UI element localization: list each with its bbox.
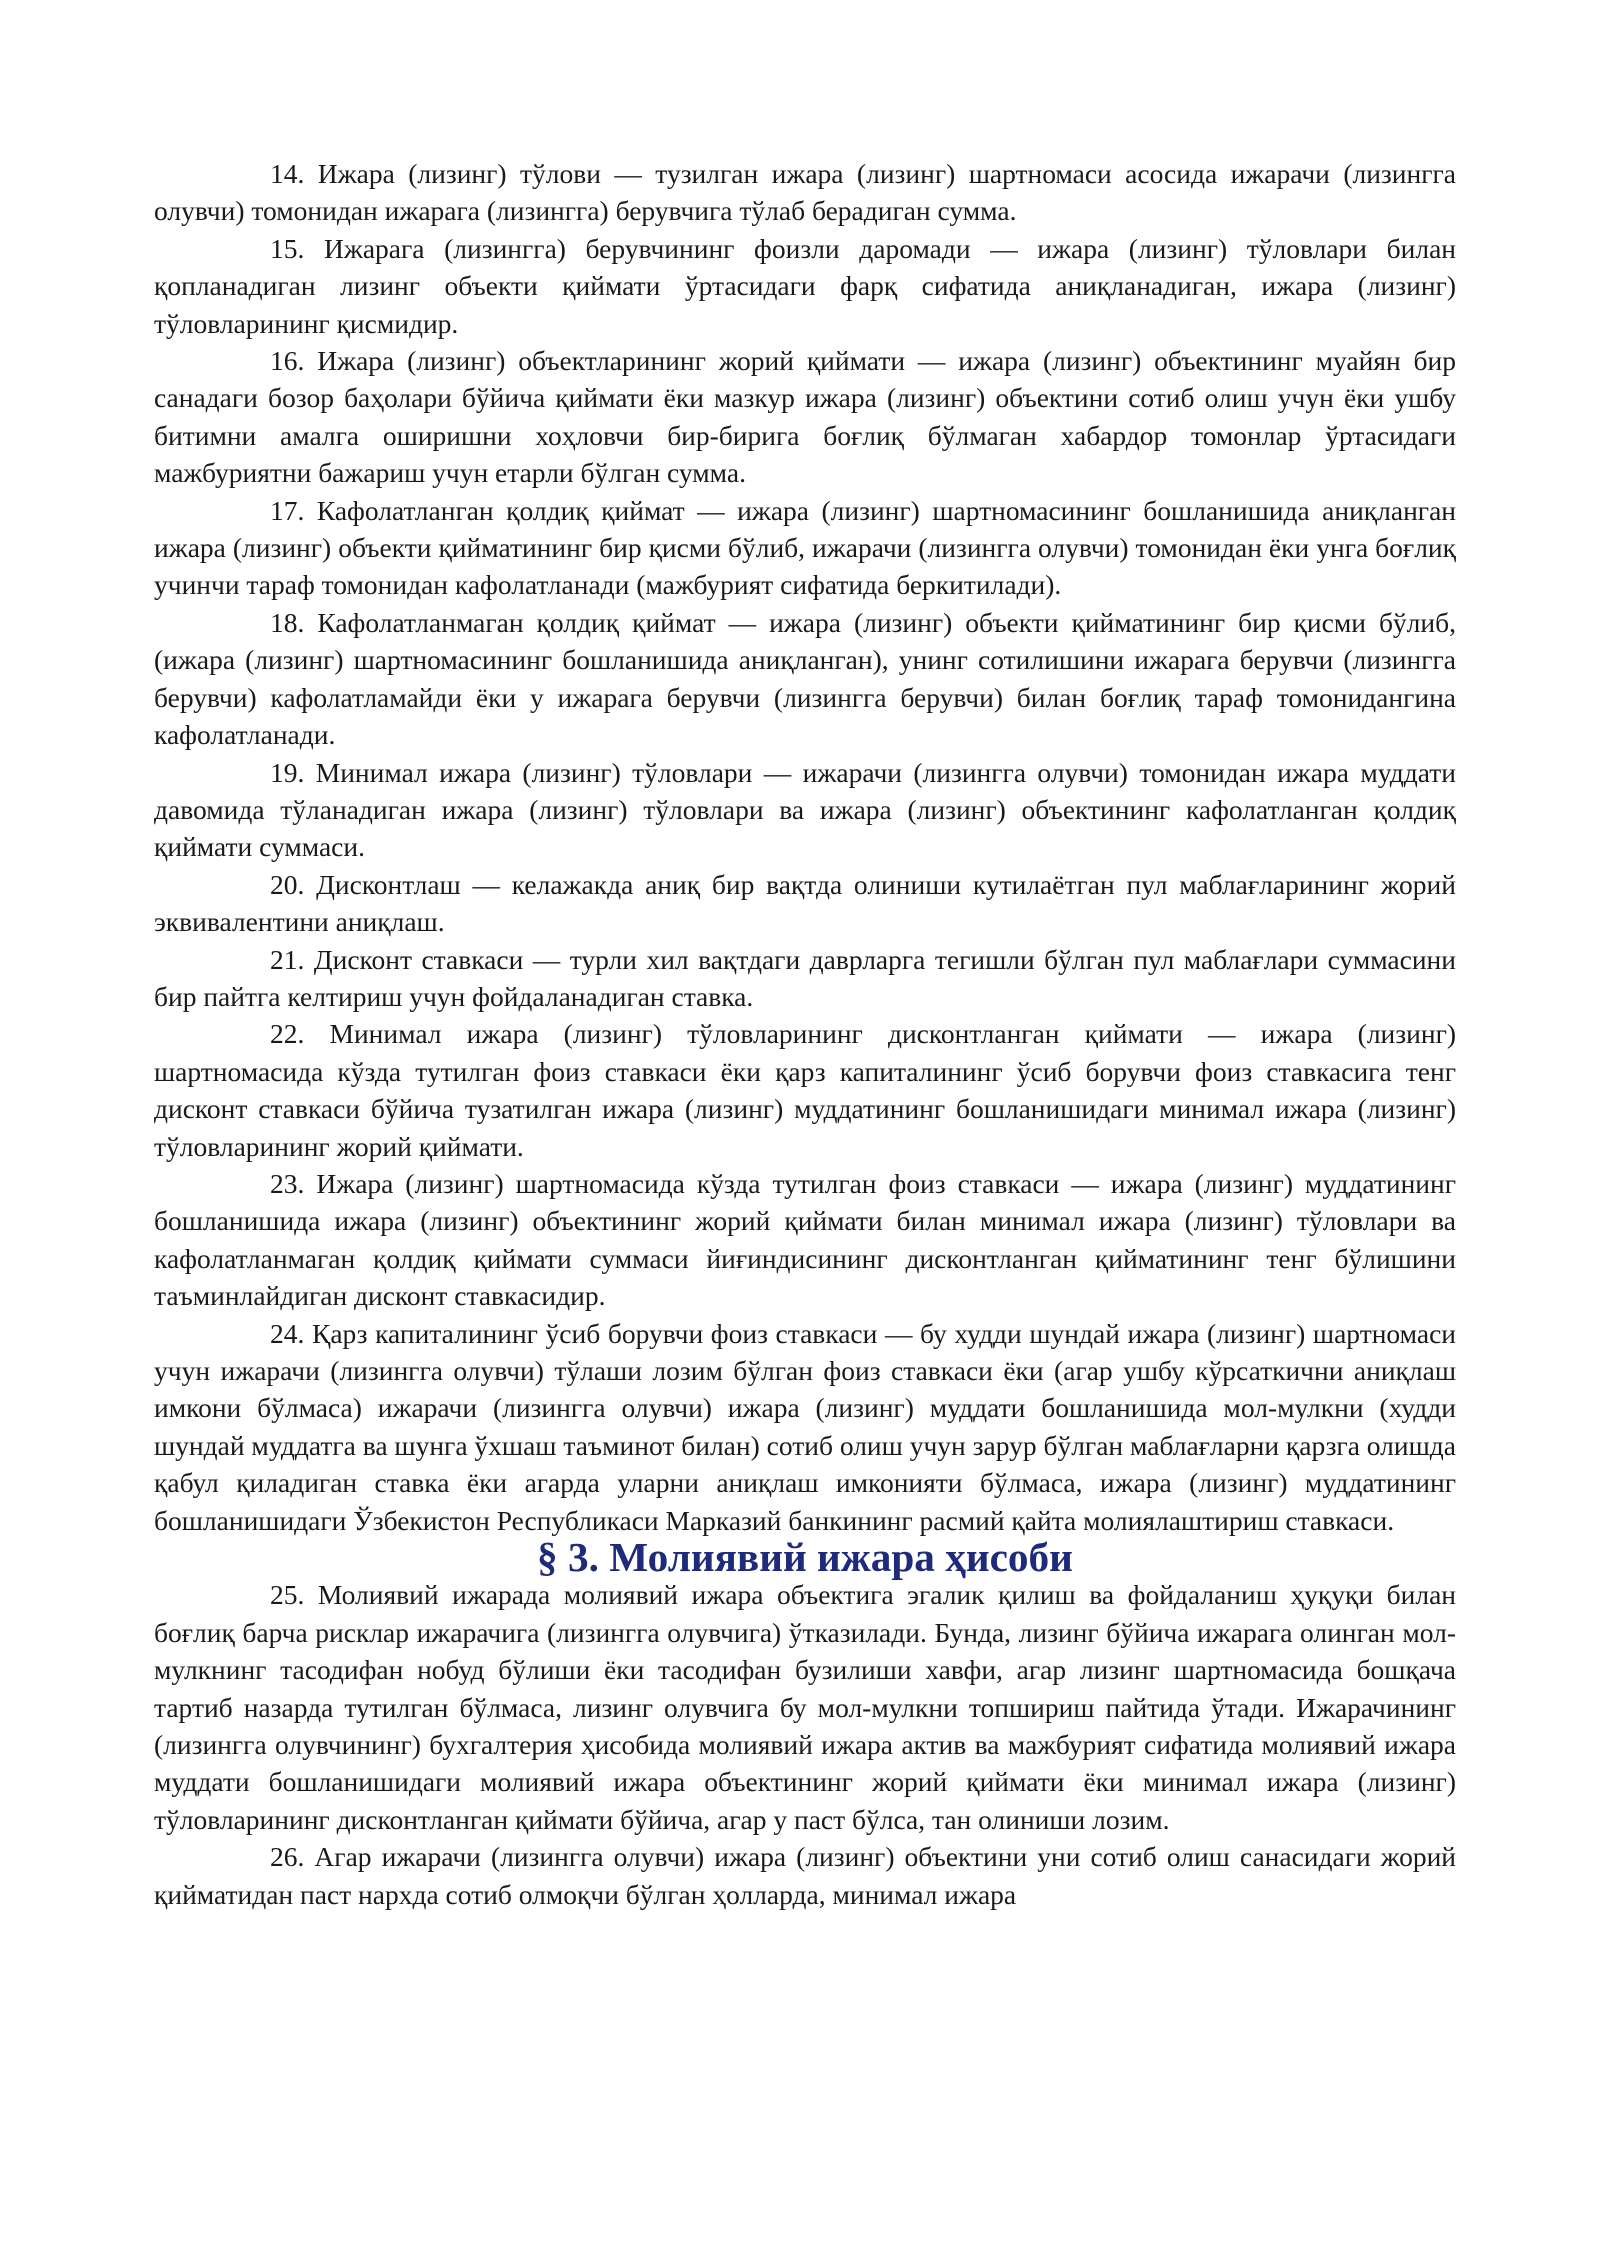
paragraph-24: 24. Қарз капиталининг ўсиб борувчи фоиз ставкаси — бу худди шундай ижара (лизинг) шартномаси учун ижарачи (лизингга олувчи) тўлаши лозим бўлган фоиз ставкаси ёки (агар ушбу кўрсаткични аниқлаш имкони бўлмаса) ижарачи (лизингга олувчи) ижара (лизинг) муддати бошланишида мол-мулкни (худди шундай муддатга ва шунга ўхшаш таъминот билан) сотиб олиш учун зарур бўлган маблағларни қарзга олишда қабул қиладиган ставка ёки агарда уларни аниқлаш имконияти бўлмаса, ижара (лизинг) муддатининг бошланишидаги Ўзбекистон Республикаси Марказий банкининг расмий қайта молиялаштириш ставкаси. <box>154 1317 1456 1536</box>
document-page <box>154 155 1456 1913</box>
paragraph-18: 18. Кафолатланмаган қолдиқ қиймат — ижара (лизинг) объекти қийматининг бир қисми бўлиб, (ижара (лизинг) шартномасининг бошланишида аниқланган), унинг сотилишини ижарага берувчи (лизингга берувчи) кафолатламайди ёки у ижарага берувчи (лизингга берувчи) билан боғлиқ тараф томонидангина кафолатланади. <box>154 606 1456 751</box>
paragraph-22: 22. Минимал ижара (лизинг) тўловларининг дисконтланган қиймати — ижара (лизинг) шартномасида кўзда тутилган фоиз ставкаси ёки қарз капиталининг ўсиб борувчи фоиз ставкасига тенг дисконт ставкаси бўйича тузатилган ижара (лизинг) муддатининг бошланишидаги минимал ижара (лизинг) тўловларининг жорий қиймати. <box>154 1018 1456 1162</box>
paragraph-25: 25. Молиявий ижарада молиявий ижара объектига эгалик қилиш ва фойдаланиш ҳуқуқи билан боғлиқ барча рисклар ижарачига (лизингга олувчига) ўтказилади. Бунда, лизинг бўйича ижарага олинган мол-мулкнинг тасодифан нобуд бўлиши ёки тасодифан бузилиши хавфи, агар лизинг шартномасида бошқача тартиб назарда тутилган бўлмаса, лизинг олувчига бу мол-мулкни топшириш пайтида ўтади. Ижарачининг (лизингга олувчининг) бухгалтерия ҳисобида молиявий ижара актив ва мажбурият сифатида молиявий ижара муддати бошланишидаги молиявий ижара объектининг жорий қиймати ёки минимал ижара (лизинг) тўловларининг дисконтланган қиймати бўйича, агар у паст бўлса, тан олиниши лозим. <box>154 1579 1456 1835</box>
section-heading: § 3. Молиявий ижара ҳисоби <box>537 1534 1073 1581</box>
paragraph-16: 16. Ижара (лизинг) объектларининг жорий қиймати — ижара (лизинг) объектининг муайян бир санадаги бозор баҳолари бўйича қиймати ёки мазкур ижара (лизинг) объектини сотиб олиш учун ёки ушбу битимни амалга оширишни хоҳловчи бир-бирига боғлиқ бўлмаган хабардор томонлар ўртасидаги мажбуриятни бажариш учун етарли бўлган сумма. <box>154 345 1456 489</box>
paragraph-19: 19. Минимал ижара (лизинг) тўловлари — ижарачи (лизингга олувчи) томонидан ижара муддати давомида тўланадиган ижара (лизинг) тўловлари ва ижара (лизинг) объектининг кафолатланган қолдиқ қиймати суммаси. <box>154 756 1456 863</box>
paragraph-17: 17. Кафолатланган қолдиқ қиймат — ижара (лизинг) шартномасининг бошланишида аниқланган ижара (лизинг) объекти қийматининг бир қисми бўлиб, ижарачи (лизингга олувчи) томонидан ёки унга боғлиқ учинчи тараф томонидан кафолатланади (мажбурият сифатида беркитилади). <box>154 494 1456 601</box>
paragraph-26: 26. Агар ижарачи (лизингга олувчи) ижара (лизинг) объектини уни сотиб олиш санасидаги жорий қийматидан паст нархда сотиб олмоқчи бўлган ҳолларда, минимал ижара <box>154 1841 1456 1910</box>
paragraph-20: 20. Дисконтлаш — келажакда аниқ бир вақтда олиниши кутилаётган пул маблағларининг жорий эквивалентини аниқлаш. <box>154 868 1456 938</box>
paragraph-14: 14. Ижара (лизинг) тўлови — тузилган ижара (лизинг) шартномаси асосида ижарачи (лизингга олувчи) томонидан ижарага (лизингга) берувчига тўлаб берадиган сумма. <box>154 158 1456 227</box>
paragraph-15: 15. Ижарага (лизингга) берувчининг фоизли даромади — ижара (лизинг) тўловлари билан қопланадиган лизинг объекти қиймати ўртасидаги фарқ сифатида аниқланадиган, ижара (лизинг) тўловларининг қисмидир. <box>154 232 1456 339</box>
paragraph-21: 21. Дисконт ставкаси — турли хил вақтдаги даврларга тегишли бўлган пул маблағлари суммасини бир пайтга келтириш учун фойдаланадиган ставка. <box>154 943 1456 1012</box>
paragraph-23: 23. Ижара (лизинг) шартномасида кўзда тутилган фоиз ставкаси — ижара (лизинг) муддатининг бошланишида ижара (лизинг) объектининг жорий қиймати билан минимал ижара (лизинг) тўловлари ва кафолатланмаган қолдиқ қиймати суммаси йиғиндисининг дисконтланган қийматининг тенг бўлишини таъминлайдиган дисконт ставкасидир. <box>154 1167 1456 1312</box>
